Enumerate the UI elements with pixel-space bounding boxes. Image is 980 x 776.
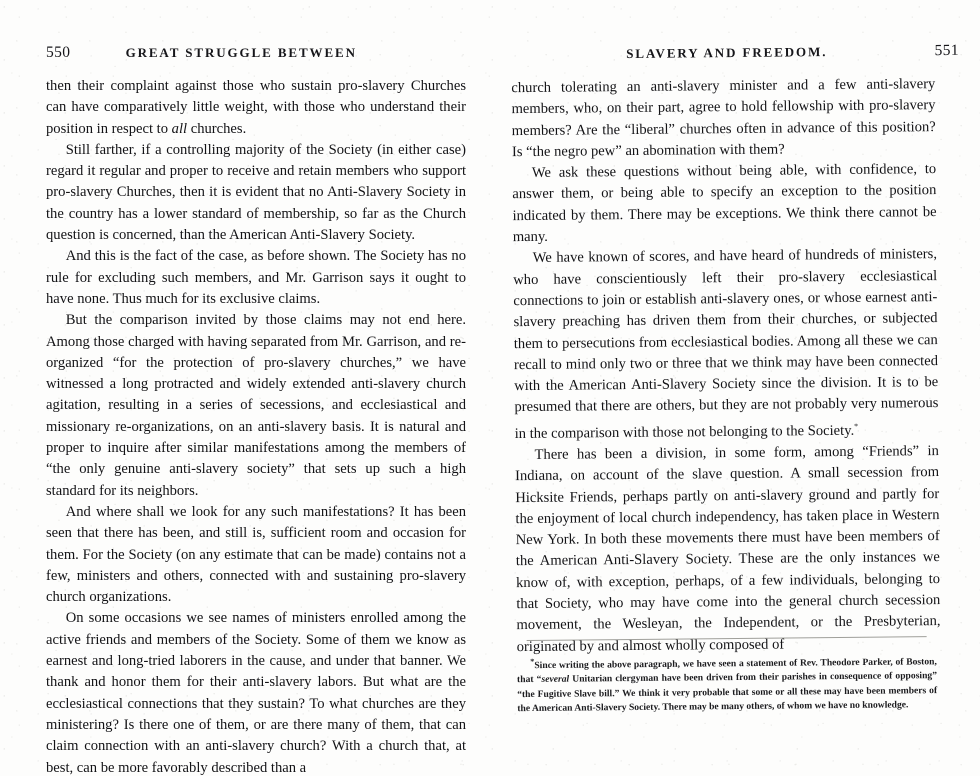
paragraph: church tolerating an anti-slavery minister and a few anti-slavery members, who, on their part, agree to hold fellowship with pro-slavery members? Are the “liberal” churches often in advance of this position? Is “the negro pew” an abomination with them?	[511, 76, 936, 161]
recto-page	[490, 0, 980, 776]
footnote-block	[517, 636, 938, 716]
footnote-marker: *	[530, 656, 535, 666]
recto-text-column	[511, 74, 941, 658]
paragraph: And where shall we look for any such manifestations? It has been seen that there has been, and still is, sufficient room and occasion for them. For the Society (on any estimate that can be made) contains not a few, ministers and others, connected with and sustaining pro-slavery church organizations.	[46, 503, 466, 606]
recto-page-number: 551	[934, 41, 960, 60]
verso-header-title: GREAT STRUGGLE BETWEEN	[125, 45, 357, 60]
paragraph: Still farther, if a controlling majority of the Society (in either case) regard it regular and proper to receive and retain members who support pro-slavery Churches, then it is evident that no Anti-Slavery Society in the country has a lower standard of membership, so far as the Church question is concerned, than the American Anti-Slavery Society.	[46, 141, 466, 244]
recto-header-title: SLAVERY AND FREEDOM.	[626, 44, 828, 62]
paragraph: We ask these questions without being able, with confidence, to answer them, or being able to specify an exception to the position indicated by them. There may be exceptions. We think there cannot be many.	[512, 161, 937, 246]
recto-running-head	[509, 42, 959, 68]
paragraph: There has been a division, in some form, among “Friends” in Indiana, on account of the slave question. A small secession from Hicksite Friends, perhaps partly on anti-slavery ground and partly for the enjoyment of local church independency, has taken place in Western New York. In both these movements there must have been members of the American Anti-Slavery Society. These are the only instances we know of, with exception, perhaps, of a few individuals, belonging to that Society, who may have come into the general church secession movement, the Wesleyan, the Independent, or the Presbyterian, originated by and almost wholly composed of	[514, 442, 941, 655]
paragraph: then their complaint against those who sustain pro-slavery Churches can have comparatively little weight, with those who understand their position in respect to all churches.	[46, 78, 466, 137]
footnote-body: Since writing the above paragraph, we have seen a statement of Rev. Theodore Parker, of Boston, that “several Unitarian clergyman have been driven from their parishes in consequence of opposing” “the Fugitive Slave bill.” We think it very probable that some or all these may have been members of the American Anti-Slavery Society. There may be many others, of whom we have no knowledge.	[516, 656, 938, 714]
paragraph: And this is the fact of the case, as before shown. The Society has no rule for excluding such members, and Mr. Garrison says it ought to have none. Thus much for its exclusive claims.	[46, 248, 466, 307]
footnote-text	[517, 651, 938, 716]
verso-page-number: 550	[46, 44, 71, 61]
paragraph: But the comparison invited by those claims may not end here. Among those charged with having separated from Mr. Garrison, and re-organized “for the protection of pro-slavery churches,” we have witnessed a long protracted and widely extended anti-slavery church agitation, resulting in a series of secessions, and ecclesiastical and missionary re-organizations, on an anti-slavery basis. It is natural and proper to inquire after similar manifestations among the members of “the only genuine anti-slavery society” that sets up such a high standard for its neighbors.	[46, 312, 466, 499]
paragraph: On some occasions we see names of ministers enrolled among the active friends and members of the Society. Some of them we know as earnest and long-tried laborers in the cause, and under that banner. We thank and honor them for their anti-slavery labors. But what are the ecclesiastical connections that they sustain? To what churches are they ministering? Is there one of them, or are there many of them, that can claim connection with an anti-slavery church? With a church that, at best, can be more favorably described than a	[46, 610, 466, 776]
verso-text-column	[46, 76, 466, 776]
verso-running-head	[46, 44, 446, 66]
paragraph: We have known of scores, and have heard of hundreds of ministers, who have conscientiously left their pro-slavery ecclesiastical connections to join or establish anti-slavery ones, or whose earnest anti-slavery preaching has driven them from their churches, or subjected them to persecutions from ecclesiastical bodies. Among all these we can recall to mind only two or three that we think may have been connected with the American Anti-Slavery Society since the division. It is to be presumed that there are others, but they are not probably very numerous in the comparison with those not belonging to the Society.*	[513, 246, 939, 442]
